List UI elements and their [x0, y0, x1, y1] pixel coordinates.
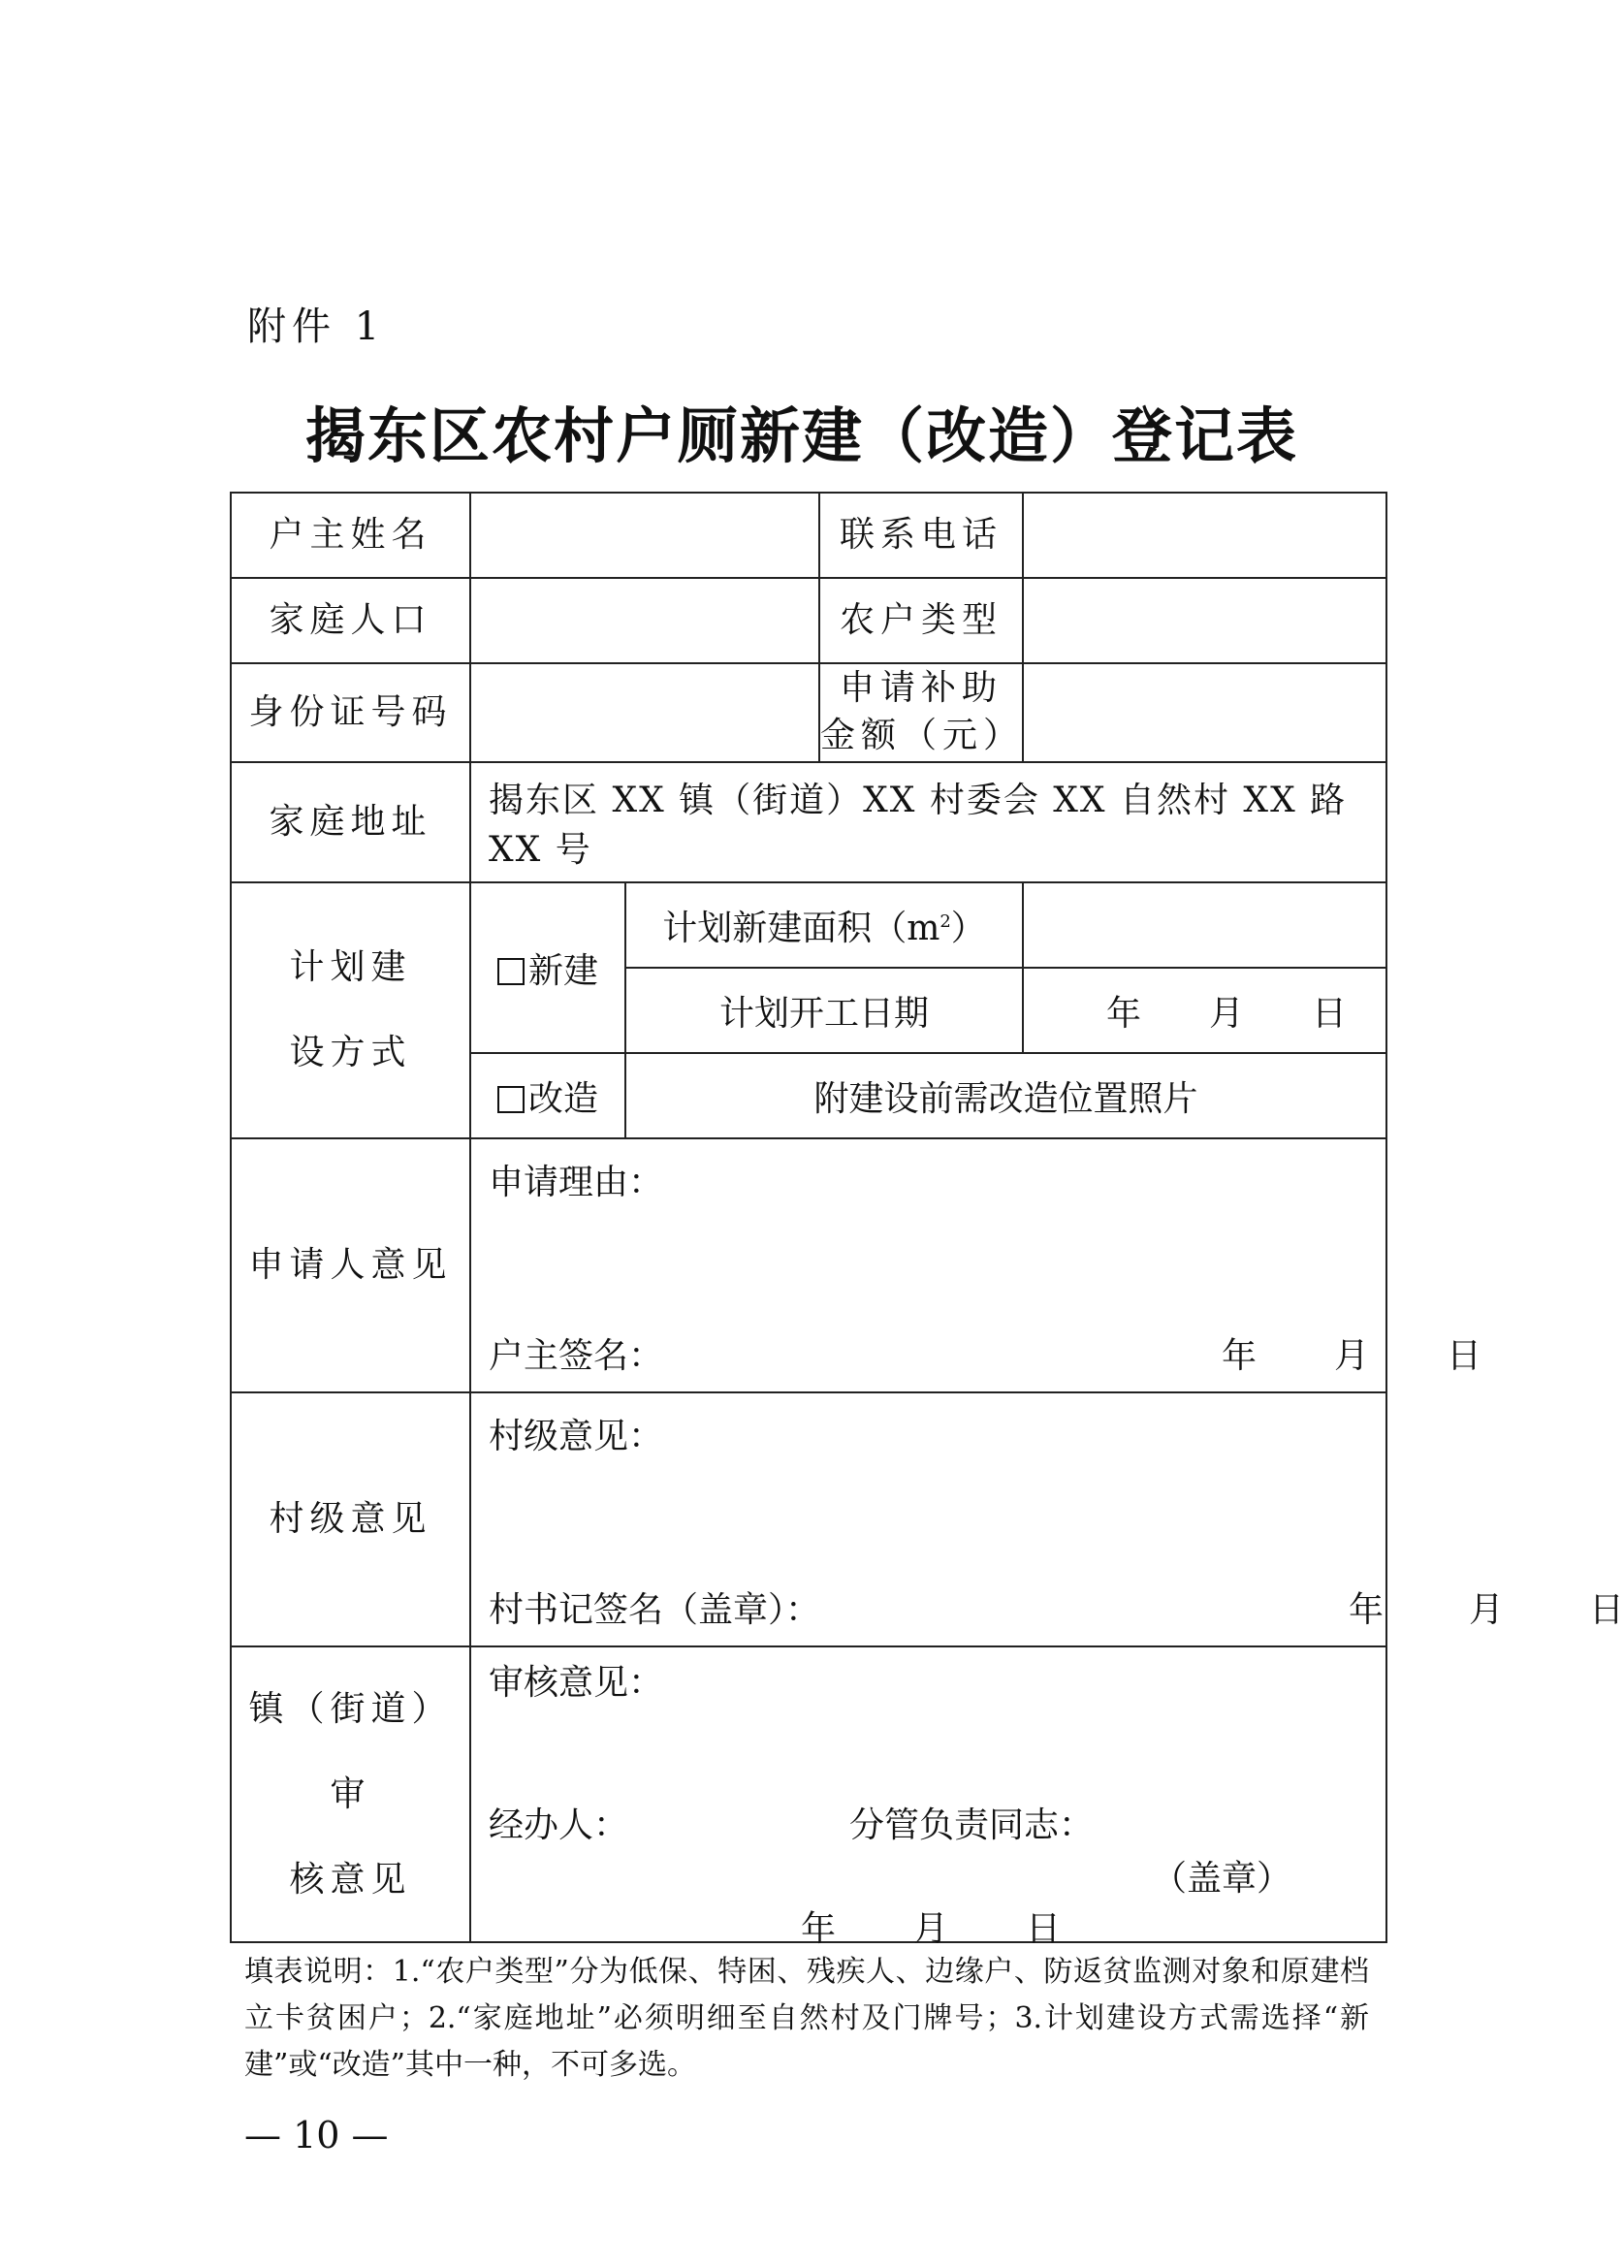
renovate-option[interactable] [470, 1053, 625, 1138]
town-date: 年 月 日 [801, 1909, 1062, 1949]
stamp-label: （盖章） [1152, 1859, 1292, 1899]
attachment-label: 附件 1 [247, 304, 386, 349]
renovate-label: 改造 [527, 1078, 598, 1119]
registration-form [230, 492, 1624, 1949]
household-type-label: 农户类型 [819, 578, 1023, 663]
village-date: 年 月 日 [1349, 1590, 1624, 1630]
page-title: 揭东区农村户厕新建（改造）登记表 [304, 400, 1298, 471]
subsidy-label-line1: 申请补助 [839, 668, 1003, 709]
page-number: — 10 — [244, 2114, 389, 2156]
start-date-label: 计划开工日期 [625, 968, 1023, 1053]
town-review-line1: 镇（街道）审 [248, 1688, 453, 1814]
new-area-field[interactable] [1023, 882, 1386, 968]
fill-instructions: 填表说明：1.“农户类型”分为低保、特困、残疾人、边缘户、防返贫监测对象和原建档立卡贫困户；2.“家庭地址”必须明细至自然村及门牌号；3.计划建设方式需选择“新建”或“改造”其中一种，不可多选。 [244, 1955, 1369, 2082]
review-opinion-prompt: 审核意见： [489, 1663, 664, 1703]
renovate-checkbox[interactable] [497, 1086, 525, 1113]
handler-label: 经办人： [489, 1805, 629, 1845]
reason-label: 申请理由： [489, 1163, 664, 1202]
new-build-option[interactable] [470, 882, 625, 1053]
plan-method-label [231, 882, 470, 1138]
village-opinion-field[interactable] [470, 1392, 1624, 1646]
subsidy-label-line2: 金额（元） [820, 716, 1025, 755]
household-type-field[interactable] [1023, 578, 1386, 663]
address-value[interactable]: 揭东区 XX 镇（街道）XX 村委会 XX 自然村 XX 路 XX 号 [470, 762, 1386, 882]
new-area-label: 计划新建面积$(m^2)$ [625, 882, 1023, 968]
subsidy-label [819, 663, 1023, 762]
village-opinion-prompt: 村级意见： [489, 1417, 664, 1456]
family-size-label: 家庭人口 [231, 578, 470, 663]
applicant-opinion-field[interactable] [470, 1138, 1482, 1392]
owner-name-label: 户主姓名 [231, 493, 470, 578]
town-review-label [231, 1646, 470, 1942]
town-review-field[interactable] [470, 1646, 1386, 1949]
family-size-field[interactable] [470, 578, 819, 663]
new-build-checkbox[interactable] [497, 958, 525, 985]
applicant-date: 年 月 日 [1222, 1336, 1482, 1376]
address-label: 家庭地址 [231, 762, 470, 882]
renovate-note: 附建设前需改造位置照片 [625, 1053, 1386, 1138]
phone-label: 联系电话 [819, 493, 1023, 578]
plan-method-line2: 设方式 [289, 1033, 412, 1072]
owner-name-field[interactable] [470, 493, 819, 578]
id-number-field[interactable] [470, 663, 819, 762]
subsidy-field[interactable] [1023, 663, 1386, 762]
id-number-label: 身份证号码 [231, 663, 470, 762]
start-date-field[interactable]: 年 月 日 [1023, 968, 1386, 1053]
phone-field[interactable] [1023, 493, 1386, 578]
owner-sign-label: 户主签名： [489, 1336, 664, 1376]
village-opinion-label: 村级意见 [231, 1392, 470, 1646]
new-build-label: 新建 [527, 950, 598, 991]
applicant-opinion-label: 申请人意见 [231, 1138, 470, 1392]
town-review-line2: 核意见 [289, 1859, 412, 1900]
plan-method-line1: 计划建 [289, 947, 412, 987]
leader-label: 分管负责同志： [849, 1805, 1095, 1845]
village-sign-label: 村书记签名（盖章）： [489, 1590, 821, 1630]
